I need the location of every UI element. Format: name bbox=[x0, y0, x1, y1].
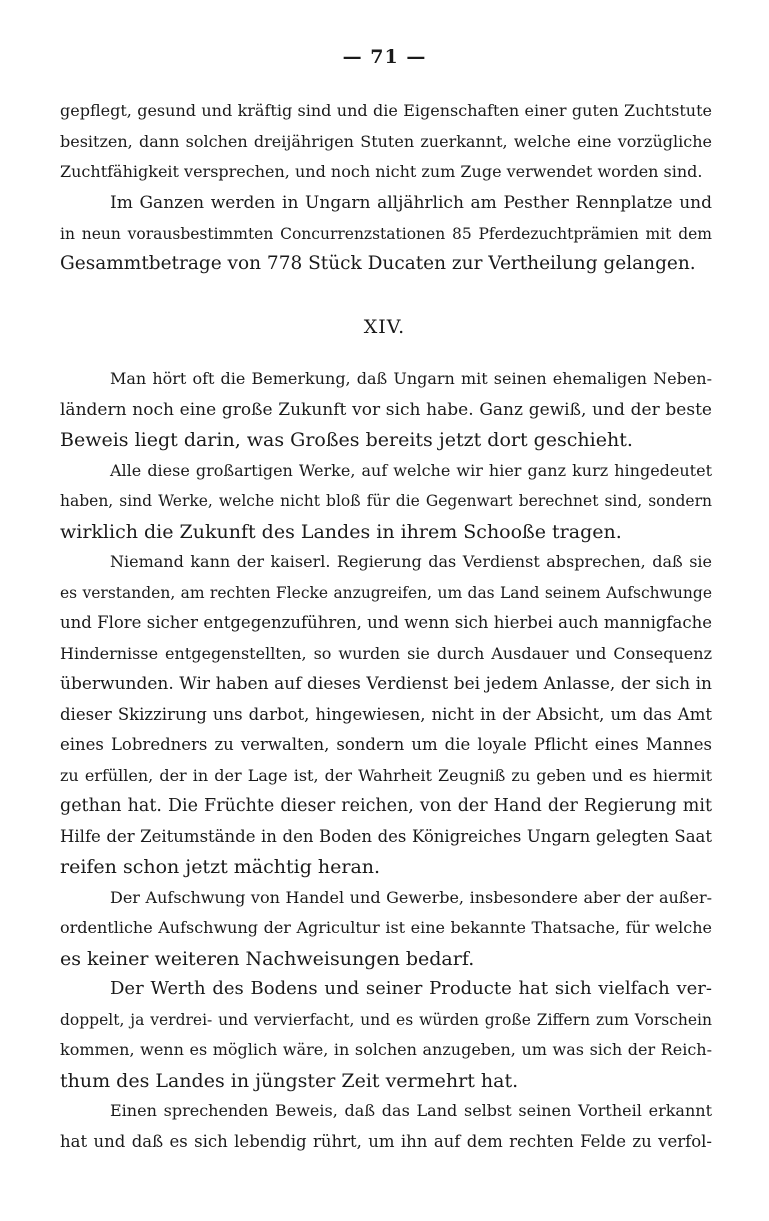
text-line: Hindernisse entgegenstellten, so wurden sie durch Ausdauer und Consequenz bbox=[60, 643, 712, 663]
text-line: wirklich die Zukunft des Landes in ihrem Schooße tragen. bbox=[60, 520, 622, 543]
section-heading: XIV. bbox=[363, 316, 406, 338]
text-line: Alle diese großartigen Werke, auf welche wir hier ganz kurz hingedeutet bbox=[110, 460, 712, 480]
paragraph-continuation bbox=[60, 96, 712, 188]
text-line: Niemand kann der kaiserl. Regierung das Verdienst absprechen, daß sie bbox=[110, 552, 712, 571]
text-line: Gesammtbetrage von 778 Stück Ducaten zur Vertheilung gelangen. bbox=[60, 253, 696, 274]
text-line: doppelt, ja verdrei- und vervierfacht, und es würden große Ziffern zum Vorschein bbox=[60, 1010, 712, 1029]
text-line: und Flore sicher entgegenzuführen, und wenn sich hierbei auch mannigfache bbox=[60, 613, 712, 632]
text-line: hat und daß es sich lebendig rührt, um ihn auf dem rechten Felde zu verfol- bbox=[60, 1131, 712, 1151]
text-line: ländern noch eine große Zukunft vor sich habe. Ganz gewiß, und der beste bbox=[60, 399, 712, 420]
text-line: Der Werth des Bodens und seiner Producte hat sich vielfach ver- bbox=[110, 978, 712, 999]
text-line: kommen, wenn es möglich wäre, in solchen anzugeben, um was sich der Reich- bbox=[60, 1040, 712, 1059]
text-line: ordentliche Aufschwung der Agricultur ist eine bekannte Thatsache, für welche bbox=[60, 918, 712, 937]
paragraph-premiums bbox=[60, 188, 712, 280]
text-line: es keiner weiteren Nachweisungen bedarf. bbox=[60, 947, 475, 970]
text-line: Hilfe der Zeitumstände in den Boden des Königreiches Ungarn gelegten Saat bbox=[60, 826, 712, 846]
text-line: Beweis liegt darin, was Großes bereits jetzt dort geschieht. bbox=[60, 429, 633, 451]
text-line: thum des Landes in jüngster Zeit vermehrt hat. bbox=[60, 1069, 519, 1092]
text-line: Man hört oft die Bemerkung, daß Ungarn mit seinen ehemaligen Neben- bbox=[110, 369, 712, 388]
text-line: überwunden. Wir haben auf dieses Verdienst bei jedem Anlasse, der sich in bbox=[60, 674, 712, 694]
text-line: es verstanden, am rechten Flecke anzugreifen, um das Land seinem Aufschwunge bbox=[60, 583, 712, 602]
text-line: zu erfüllen, der in der Lage ist, der Wahrheit Zeugniß zu geben und es hiermit bbox=[60, 765, 712, 785]
text-line: besitzen, dann solchen dreijährigen Stuten zuerkannt, welche eine vorzügliche bbox=[60, 131, 712, 151]
text-line: haben, sind Werke, welche nicht bloß für die Gegenwart berechnet sind, sondern bbox=[60, 492, 712, 510]
text-line: Zuchtfähigkeit versprechen, und noch nicht zum Zuge verwendet worden sind. bbox=[60, 162, 703, 181]
text-line: reifen schon jetzt mächtig heran. bbox=[60, 856, 381, 878]
text-line: in neun vorausbestimmten Concurrenzstationen 85 Pferdezuchtprämien mit dem bbox=[60, 224, 712, 243]
text-line: eines Lobredners zu verwalten, sondern um die loyale Pflicht eines Mannes bbox=[60, 735, 712, 754]
text-line: Der Aufschwung von Handel und Gewerbe, insbesondere aber der außer- bbox=[110, 887, 712, 907]
section-body bbox=[60, 364, 712, 1157]
text-line: gepflegt, gesund und kräftig sind und die Eigenschaften einer guten Zuchtstute bbox=[60, 101, 712, 120]
text-line: gethan hat. Die Früchte dieser reichen, von der Hand der Regierung mit bbox=[60, 796, 712, 816]
text-line: Im Ganzen werden in Ungarn alljährlich am Pesther Rennplatze und bbox=[110, 193, 712, 213]
text-line: dieser Skizzirung uns darbot, hingewiesen, nicht in der Absicht, um das Amt bbox=[60, 704, 712, 724]
page-number: — 71 — bbox=[342, 46, 427, 68]
text-line: Einen sprechenden Beweis, daß das Land selbst seinen Vortheil erkannt bbox=[110, 1101, 712, 1120]
